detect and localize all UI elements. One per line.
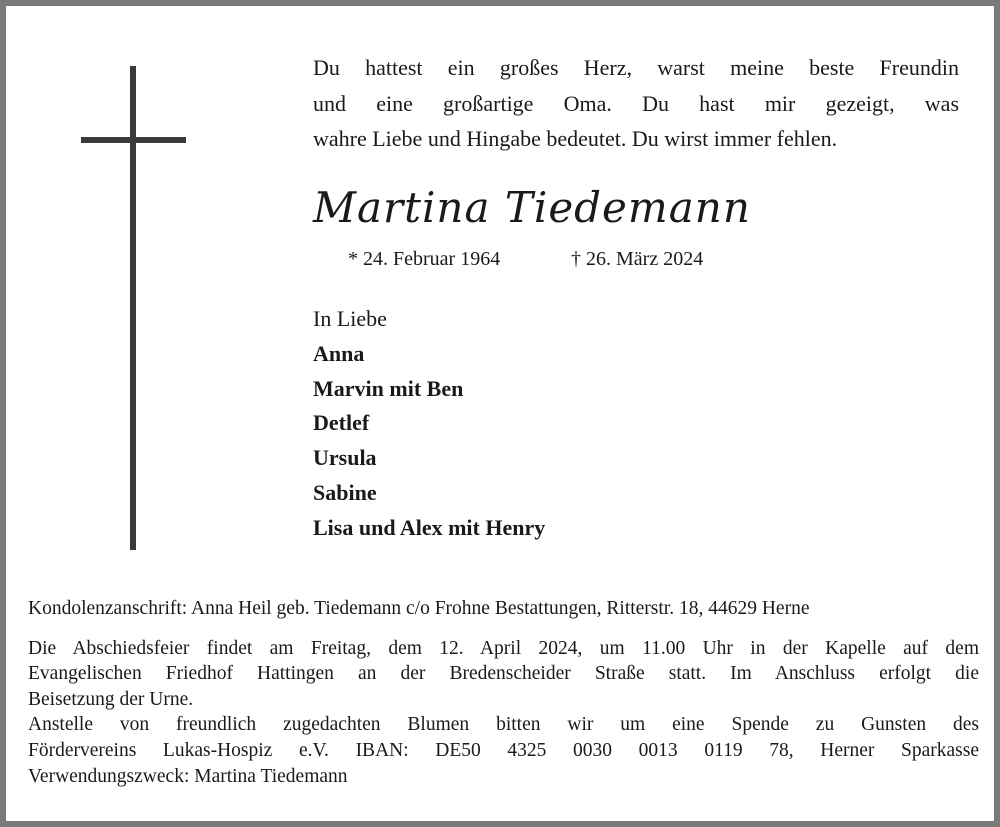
donation-line: Verwendungszweck: Martina Tiedemann [28,765,348,787]
condolence-address: Kondolenzanschrift: Anna Heil geb. Tiedemann c/o Frohne Bestattungen, Ritterstr. 18, 44629 Herne [28,598,810,619]
poem-line: Du hattest ein großes Herz, warst meine beste Freundin [313,55,959,80]
ceremony-line: Beisetzung der Urne. [28,688,194,710]
poem [313,50,959,157]
mourner-name: Sabine [313,479,377,505]
mourner-name: Marvin mit Ben [313,375,464,401]
mourner-name: Lisa und Alex mit Henry [313,514,546,540]
ceremony-line: Evangelischen Friedhof Hattingen an der Bredenscheider Straße statt. Im Anschluss erfolgt die [28,663,979,685]
mourner-name: Anna [313,340,365,366]
poem-line: und eine großartige Oma. Du hast mir gezeigt, was [313,90,959,116]
death-date: † 26. März 2024 [571,248,704,270]
deceased-name: Martina Tiedemann [313,183,751,232]
poem-line: wahre Liebe und Hingabe bedeutet. Du wirst immer fehlen. [313,126,838,151]
cross-icon-bar [81,137,186,143]
mourner-name: Detlef [313,410,370,436]
mourner-name: Ursula [313,445,377,471]
mourners-list [313,302,545,546]
donation-line: Anstelle von freundlich zugedachten Blumen bitten wir um eine Spende zu Gunsten des [28,714,979,736]
birth-date: * 24. Februar 1964 [348,248,501,270]
ceremony-line: Die Abschiedsfeier findet am Freitag, dem 12. April 2024, um 11.00 Uhr in der Kapelle auf dem [28,637,979,659]
donation-line: Fördervereins Lukas-Hospiz e.V. IBAN: DE50 4325 0030 0013 0119 78, Herner Sparkasse [28,739,979,761]
footer-notice [28,596,979,789]
mourners-intro: In Liebe [313,306,387,331]
